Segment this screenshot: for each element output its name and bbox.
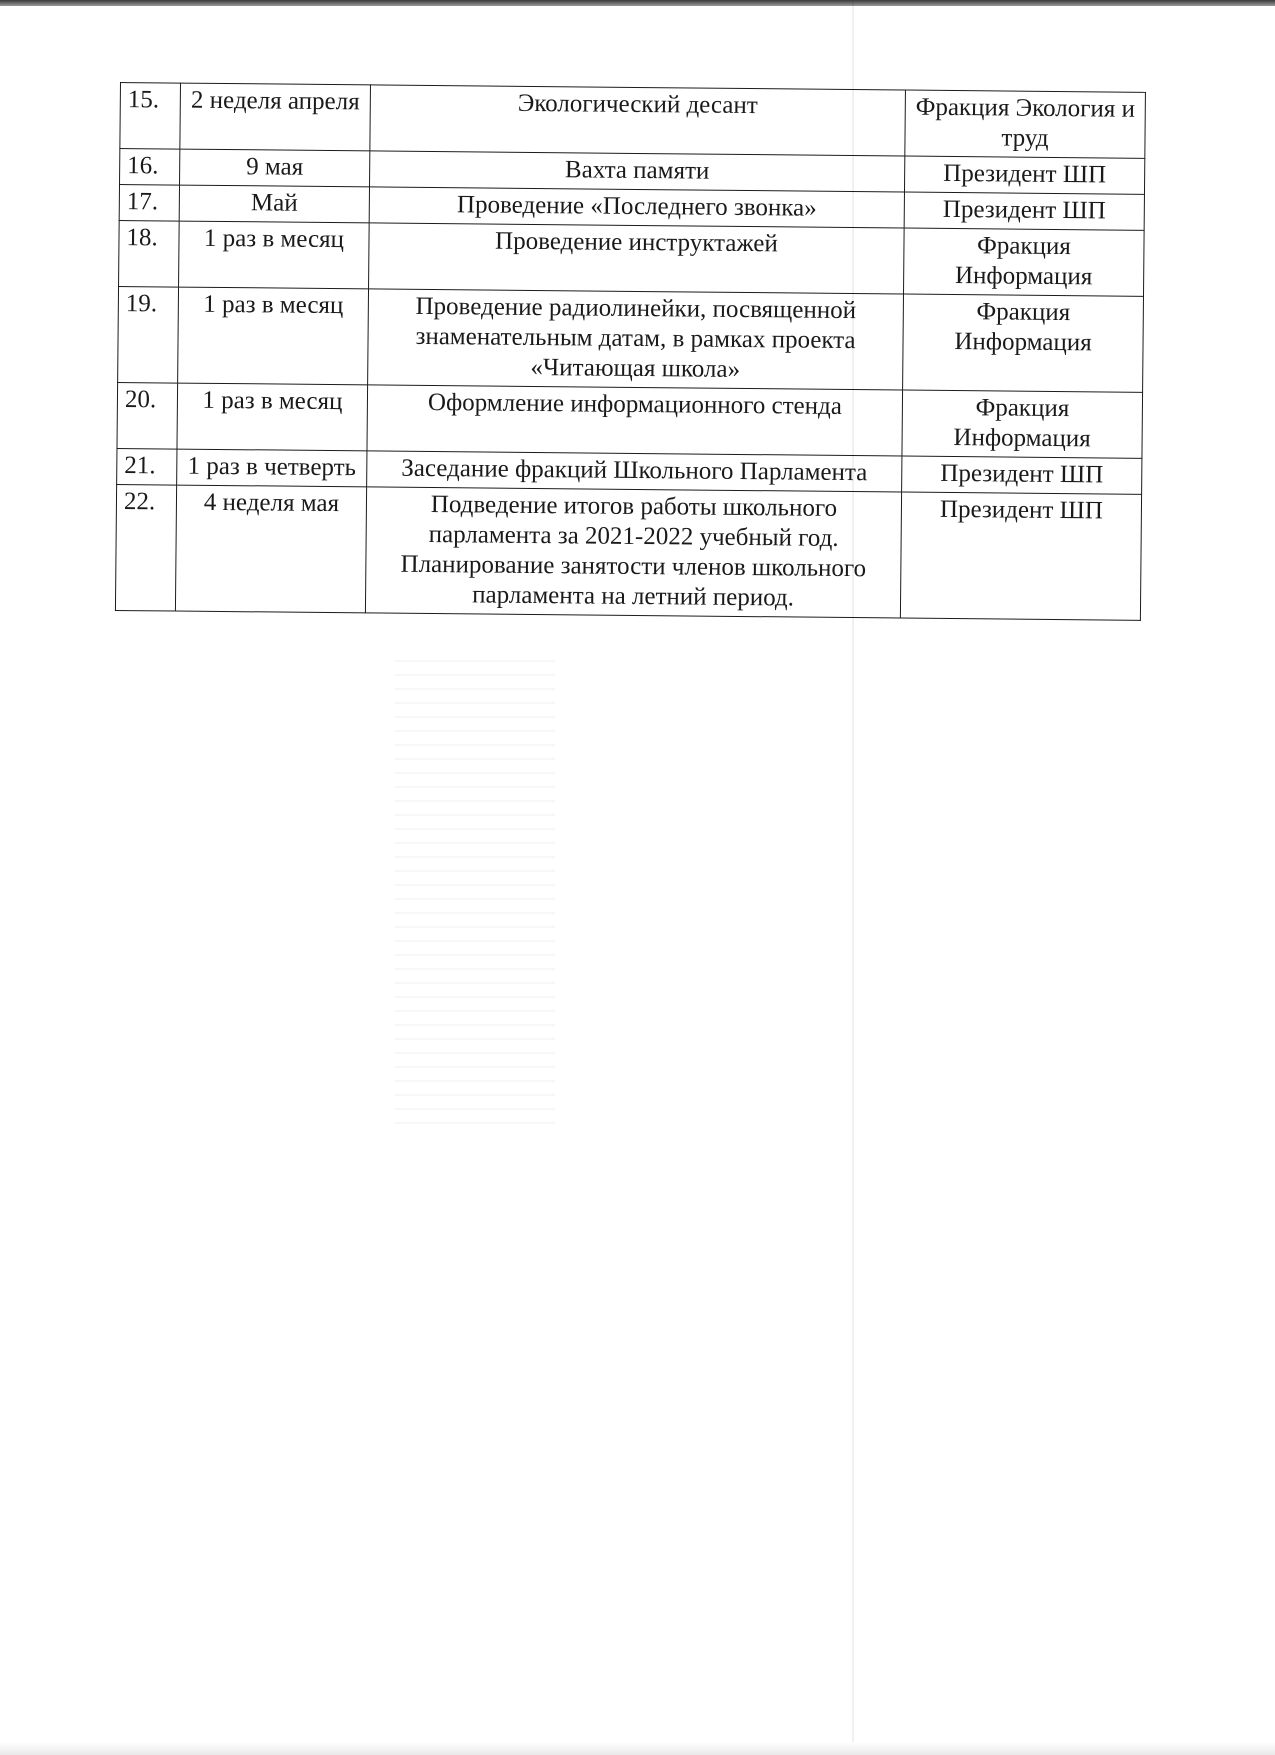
- row-number: 21.: [117, 448, 177, 485]
- scan-top-edge: [0, 0, 1275, 6]
- row-number: 22.: [115, 484, 176, 611]
- row-number: 20.: [117, 382, 178, 449]
- row-responsible: Президент ШП: [900, 492, 1141, 620]
- row-number: 15.: [120, 83, 181, 150]
- row-responsible: Президент ШП: [902, 456, 1142, 494]
- row-when: 1 раз в месяц: [179, 221, 370, 289]
- table-row: [120, 83, 1146, 159]
- row-when: 1 раз в месяц: [178, 287, 369, 385]
- row-number: 17.: [119, 185, 179, 222]
- row-responsible: Фракция Экология и труд: [905, 90, 1146, 158]
- row-responsible: Фракция Информация: [904, 228, 1145, 296]
- scan-bleed-through: [395, 660, 555, 1130]
- row-when: 1 раз в месяц: [177, 383, 368, 451]
- row-event: Проведение «Последнего звонка»: [369, 187, 904, 228]
- row-event: Проведение инструктажей: [369, 223, 905, 294]
- row-number: 18.: [119, 220, 180, 287]
- row-number: 19.: [118, 286, 179, 383]
- scan-bottom-edge: [0, 1742, 1275, 1755]
- row-responsible: Президент ШП: [904, 192, 1144, 230]
- row-when: 9 мая: [180, 149, 370, 187]
- row-when: 4 неделя мая: [175, 485, 366, 613]
- row-event: Оформление информационного стенда: [367, 385, 903, 456]
- row-responsible: Президент ШП: [904, 156, 1144, 194]
- plan-table: [115, 82, 1146, 621]
- row-event: Экологический десант: [370, 85, 906, 156]
- table-row: [119, 220, 1145, 296]
- row-when: 2 неделя апреля: [180, 83, 371, 151]
- row-event: Заседание фракций Школьного Парламента: [367, 451, 902, 492]
- row-when: 1 раз в четверть: [177, 449, 367, 487]
- row-event: Вахта памяти: [370, 151, 905, 192]
- table-row: [115, 484, 1141, 620]
- table-row: [118, 286, 1144, 392]
- row-when: Май: [179, 185, 369, 223]
- row-responsible: Фракция Информация: [902, 390, 1143, 458]
- row-event: Проведение радиолинейки, посвященной знаменательным датам, в рамках проекта «Читающая школа»: [368, 289, 904, 390]
- row-responsible: Фракция Информация: [903, 294, 1144, 392]
- row-event: Подведение итогов работы школьного парламента за 2021-2022 учебный год. Планирование занятости членов школьного парламента на летний период.: [365, 487, 901, 618]
- row-number: 16.: [120, 149, 180, 186]
- table-row: [117, 382, 1143, 458]
